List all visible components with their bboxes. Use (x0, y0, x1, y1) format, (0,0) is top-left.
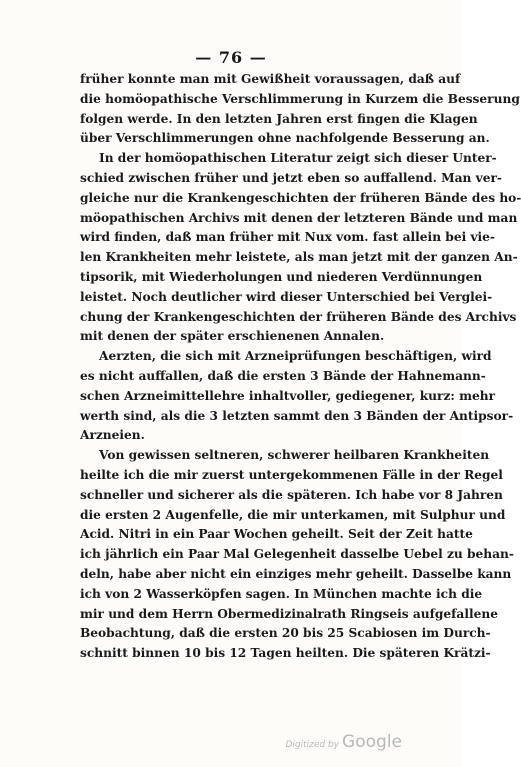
digitization-watermark (285, 732, 402, 752)
text-line: len Krankheiten mehr leistete, als man jetzt mit der ganzen An- (80, 250, 518, 265)
text-line: Beobachtung, daß die ersten 20 bis 25 Scabiosen im Durch- (80, 626, 491, 641)
text-line: wird finden, daß man früher mit Nux vom. fast allein bei vie- (80, 230, 495, 245)
text-line: schneller und sicherer als die späteren. Ich habe vor 8 Jahren (80, 487, 503, 502)
text-line: Arzneien. (80, 428, 145, 443)
text-line: mit denen der später erschienenen Annalen. (80, 329, 385, 344)
text-line: folgen werde. In den letzten Jahren erst fingen die Klagen (80, 111, 478, 126)
text-line: heilte ich die mir zuerst untergekommenen Fälle in der Regel (80, 467, 503, 482)
body-text (80, 70, 521, 664)
text-line: deln, habe aber nicht ein einziges mehr geheilt. Dasselbe kann (80, 566, 512, 581)
text-line: früher konnte man mit Gewißheit voraussagen, daß auf (80, 72, 461, 86)
text-line: Aerzten, die sich mit Arzneiprüfungen beschäftigen, wird (99, 349, 492, 364)
text-line: Von gewissen seltneren, schwerer heilbaren Krankheiten (99, 448, 490, 463)
text-line: tipsorik, mit Wiederholungen und niederen Verdünnungen (80, 269, 483, 284)
text-line: die homöopathische Verschlimmerung in Kurzem die Besserung (80, 91, 520, 106)
text-line: möopathischen Archivs mit denen der letzteren Bände und man (80, 210, 518, 225)
text-line: schied zwischen früher und jetzt eben so auffallend. Man ver- (80, 170, 502, 185)
text-line: schnitt binnen 10 bis 12 Tagen heilten. Die späteren Krätzi- (80, 646, 491, 661)
text-line: ich jährlich ein Paar Mal Gelegenheit dasselbe Uebel zu behan- (80, 547, 514, 562)
text-line: chung der Krankengeschichten der früheren Bände des Archivs (80, 309, 517, 324)
text-line: werth sind, als die 3 letzten sammt den 3 Bänden der Antipsor- (80, 408, 514, 423)
text-line: mir und dem Herrn Obermedizinalrath Ringseis aufgefallene (80, 606, 498, 621)
text-line: leistet. Noch deutlicher wird dieser Unterschied bei Verglei- (80, 289, 493, 304)
text-line: es nicht auffallen, daß die ersten 3 Bände der Hahnemann- (80, 368, 486, 383)
text-line: die ersten 2 Augenfelle, die mir unterkamen, mit Sulphur und (80, 507, 506, 522)
text-line: In der homöopathischen Literatur zeigt sich dieser Unter- (99, 151, 497, 166)
text-line: gleiche nur die Krankengeschichten der früheren Bände des ho- (80, 190, 521, 205)
text-line: ich von 2 Wasserköpfen sagen. In München machte ich die (80, 586, 483, 601)
text-line: schen Arzneimittellehre inhaltvoller, gediegener, kurz: mehr (80, 388, 496, 403)
watermark-prefix: Digitized by (285, 740, 340, 750)
page-number: — 76 — (195, 48, 267, 67)
text-line: Acid. Nitri in ein Paar Wochen geheilt. Seit der Zeit hatte (80, 527, 473, 542)
google-logo: Google (342, 732, 402, 752)
text-line: über Verschlimmerungen ohne nachfolgende Besserung an. (80, 131, 490, 146)
